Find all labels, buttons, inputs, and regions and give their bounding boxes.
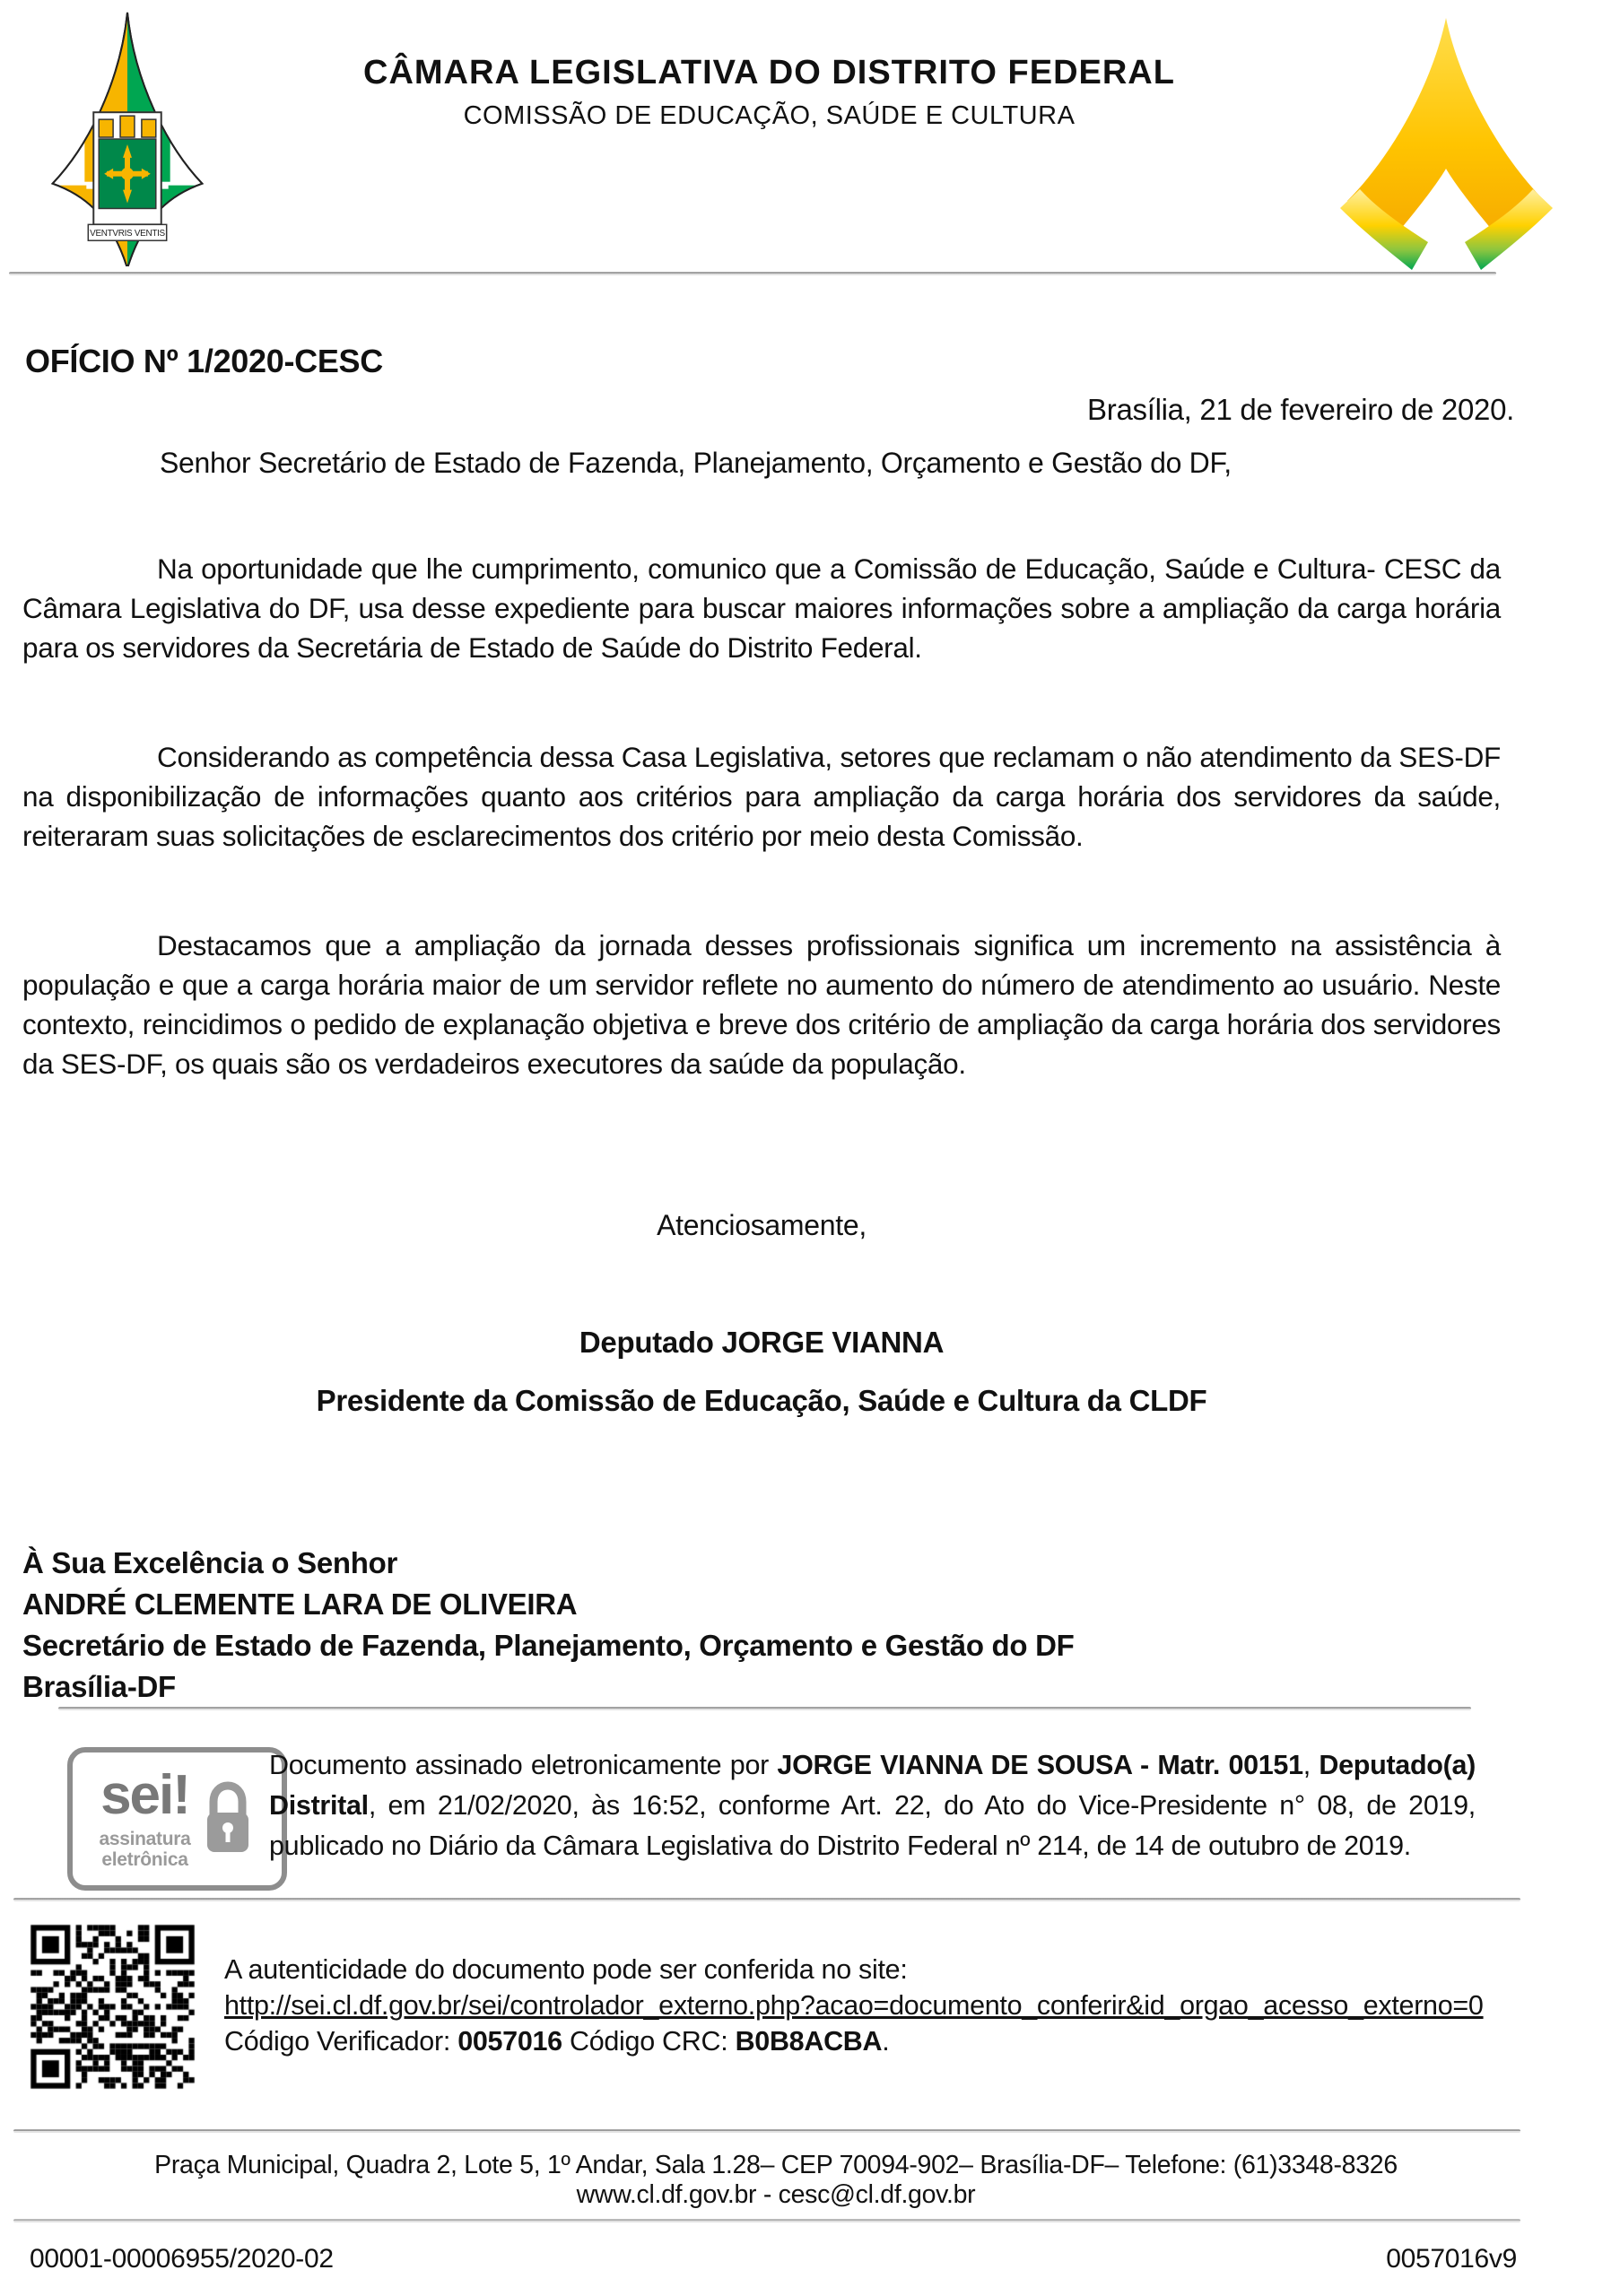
verification-intro: A autenticidade do documento pode ser conferida no site: [224,1954,908,1985]
castle-crown-icon [99,116,156,137]
sei-logo: sei! [100,1764,189,1826]
addressee-block [22,1543,1075,1708]
document-version: 0057016v9 [1386,2244,1517,2274]
addressee-honorific: À Sua Excelência o Senhor [22,1546,397,1579]
header-divider [9,272,1496,275]
addressee-title: Secretário de Estado de Fazenda, Planejamento, Orçamento e Gestão do DF [22,1629,1075,1662]
signer-title: Presidente da Comissão de Educação, Saúde e Cultura da CLDF [316,1384,1207,1417]
org-name: CÂMARA LEGISLATIVA DO DISTRITO FEDERAL [363,54,1175,91]
document-reference: OFÍCIO Nº 1/2020-CESC [25,343,383,379]
date-line: Brasília, 21 de fevereiro de 2020. [1087,393,1514,426]
committee-name: COMISSÃO DE EDUCAÇÃO, SAÚDE E CULTURA [463,101,1076,130]
paragraph-2: Considerando as competência dessa Casa Legislativa, setores que reclamam o não atendimento da SES-DF na disponibilização de informações quanto aos critérios para ampliação da carga horária dos servidores da saúde, reiteraram suas solicitações de esclarecimentos dos critério por meio desta Comissão. [22,741,1501,852]
padlock-icon [200,1780,256,1857]
paragraph-3: Destacamos que a ampliação da jornada desses profissionais significa um incremento na assistência à população e que a carga horária maior de um servidor reflete no aumento do número de atendimento ao usuário. Neste contexto, reincidimos o pedido de explanação objetiva e breve dos critério de ampliação da carga horária dos servidores da SES-DF, os quais são os verdadeiros executores da saúde da população. [22,929,1501,1080]
letterhead-titles [224,54,1314,131]
brasilia-coat-of-arms-logo [47,11,208,269]
signer-name: Deputado JORGE VIANNA [579,1326,945,1359]
sei-caption-line1: assinatura [99,1829,191,1849]
signature-statement: Documento assinado eletronicamente por JORGE VIANNA DE SOUSA - Matr. 00151, Deputado(a) Distrital, em 21/02/2020, às 16:52, conforme Art. 22, do Ato do Vice-Presidente n° 08, de 2019, publicado no Diário da Câmara Legislativa do Distrito Federal nº 214, de 14 de outubro de 2019. [269,1750,1476,1861]
addressee-city: Brasília-DF [22,1670,176,1703]
cldf-flame-icon [1337,7,1556,272]
footer-divider [13,2129,1520,2133]
sei-caption-line2: eletrônica [101,1849,188,1870]
addressee-name: ANDRÉ CLEMENTE LARA DE OLIVEIRA [22,1587,578,1621]
footer-address-line: Praça Municipal, Quadra 2, Lote 5, 1º Andar, Sala 1.28– CEP 70094-902– Brasília-DF– Telefone: (61)3348-8326 [154,2151,1398,2179]
cldf-logo [1337,7,1556,272]
footer-web-line: www.cl.df.gov.br - cesc@cl.df.gov.br [576,2180,976,2209]
footer-contact-block [22,2151,1529,2210]
verification-block [224,1952,1552,2059]
process-number: 00001-00006955/2020-02 [30,2244,334,2274]
signature-divider [58,1707,1471,1710]
verification-url-link[interactable]: http://sei.cl.df.gov.br/sei/controlador_externo.php?acao=documento_conferir&id_orgao_acesso_externo=0 [224,1990,1484,2021]
closing-line: Atenciosamente, [657,1209,867,1241]
qr-code [25,1919,200,2094]
verification-divider [13,1898,1520,1901]
sei-brand-block [99,1764,191,1870]
brasilia-coat-of-arms-icon [47,11,208,269]
salutation: Senhor Secretário de Estado de Fazenda, Planejamento, Orçamento e Gestão do DF, [160,447,1232,479]
paragraph-1: Na oportunidade que lhe cumprimento, comunico que a Comissão de Educação, Saúde e Cultura- CESC da Câmara Legislativa do DF, usa desse expediente para buscar maiores informações sobre a ampliação da carga horária para os servidores da Secretária de Estado de Saúde do Distrito Federal. [22,552,1501,664]
motto-text: VENTVRIS VENTIS [90,229,165,239]
bottom-divider [13,2219,1520,2222]
verification-codes: Código Verificador: 0057016 Código CRC: B0B8ACBA. [224,2026,890,2057]
sei-signature-stamp [67,1747,287,1891]
